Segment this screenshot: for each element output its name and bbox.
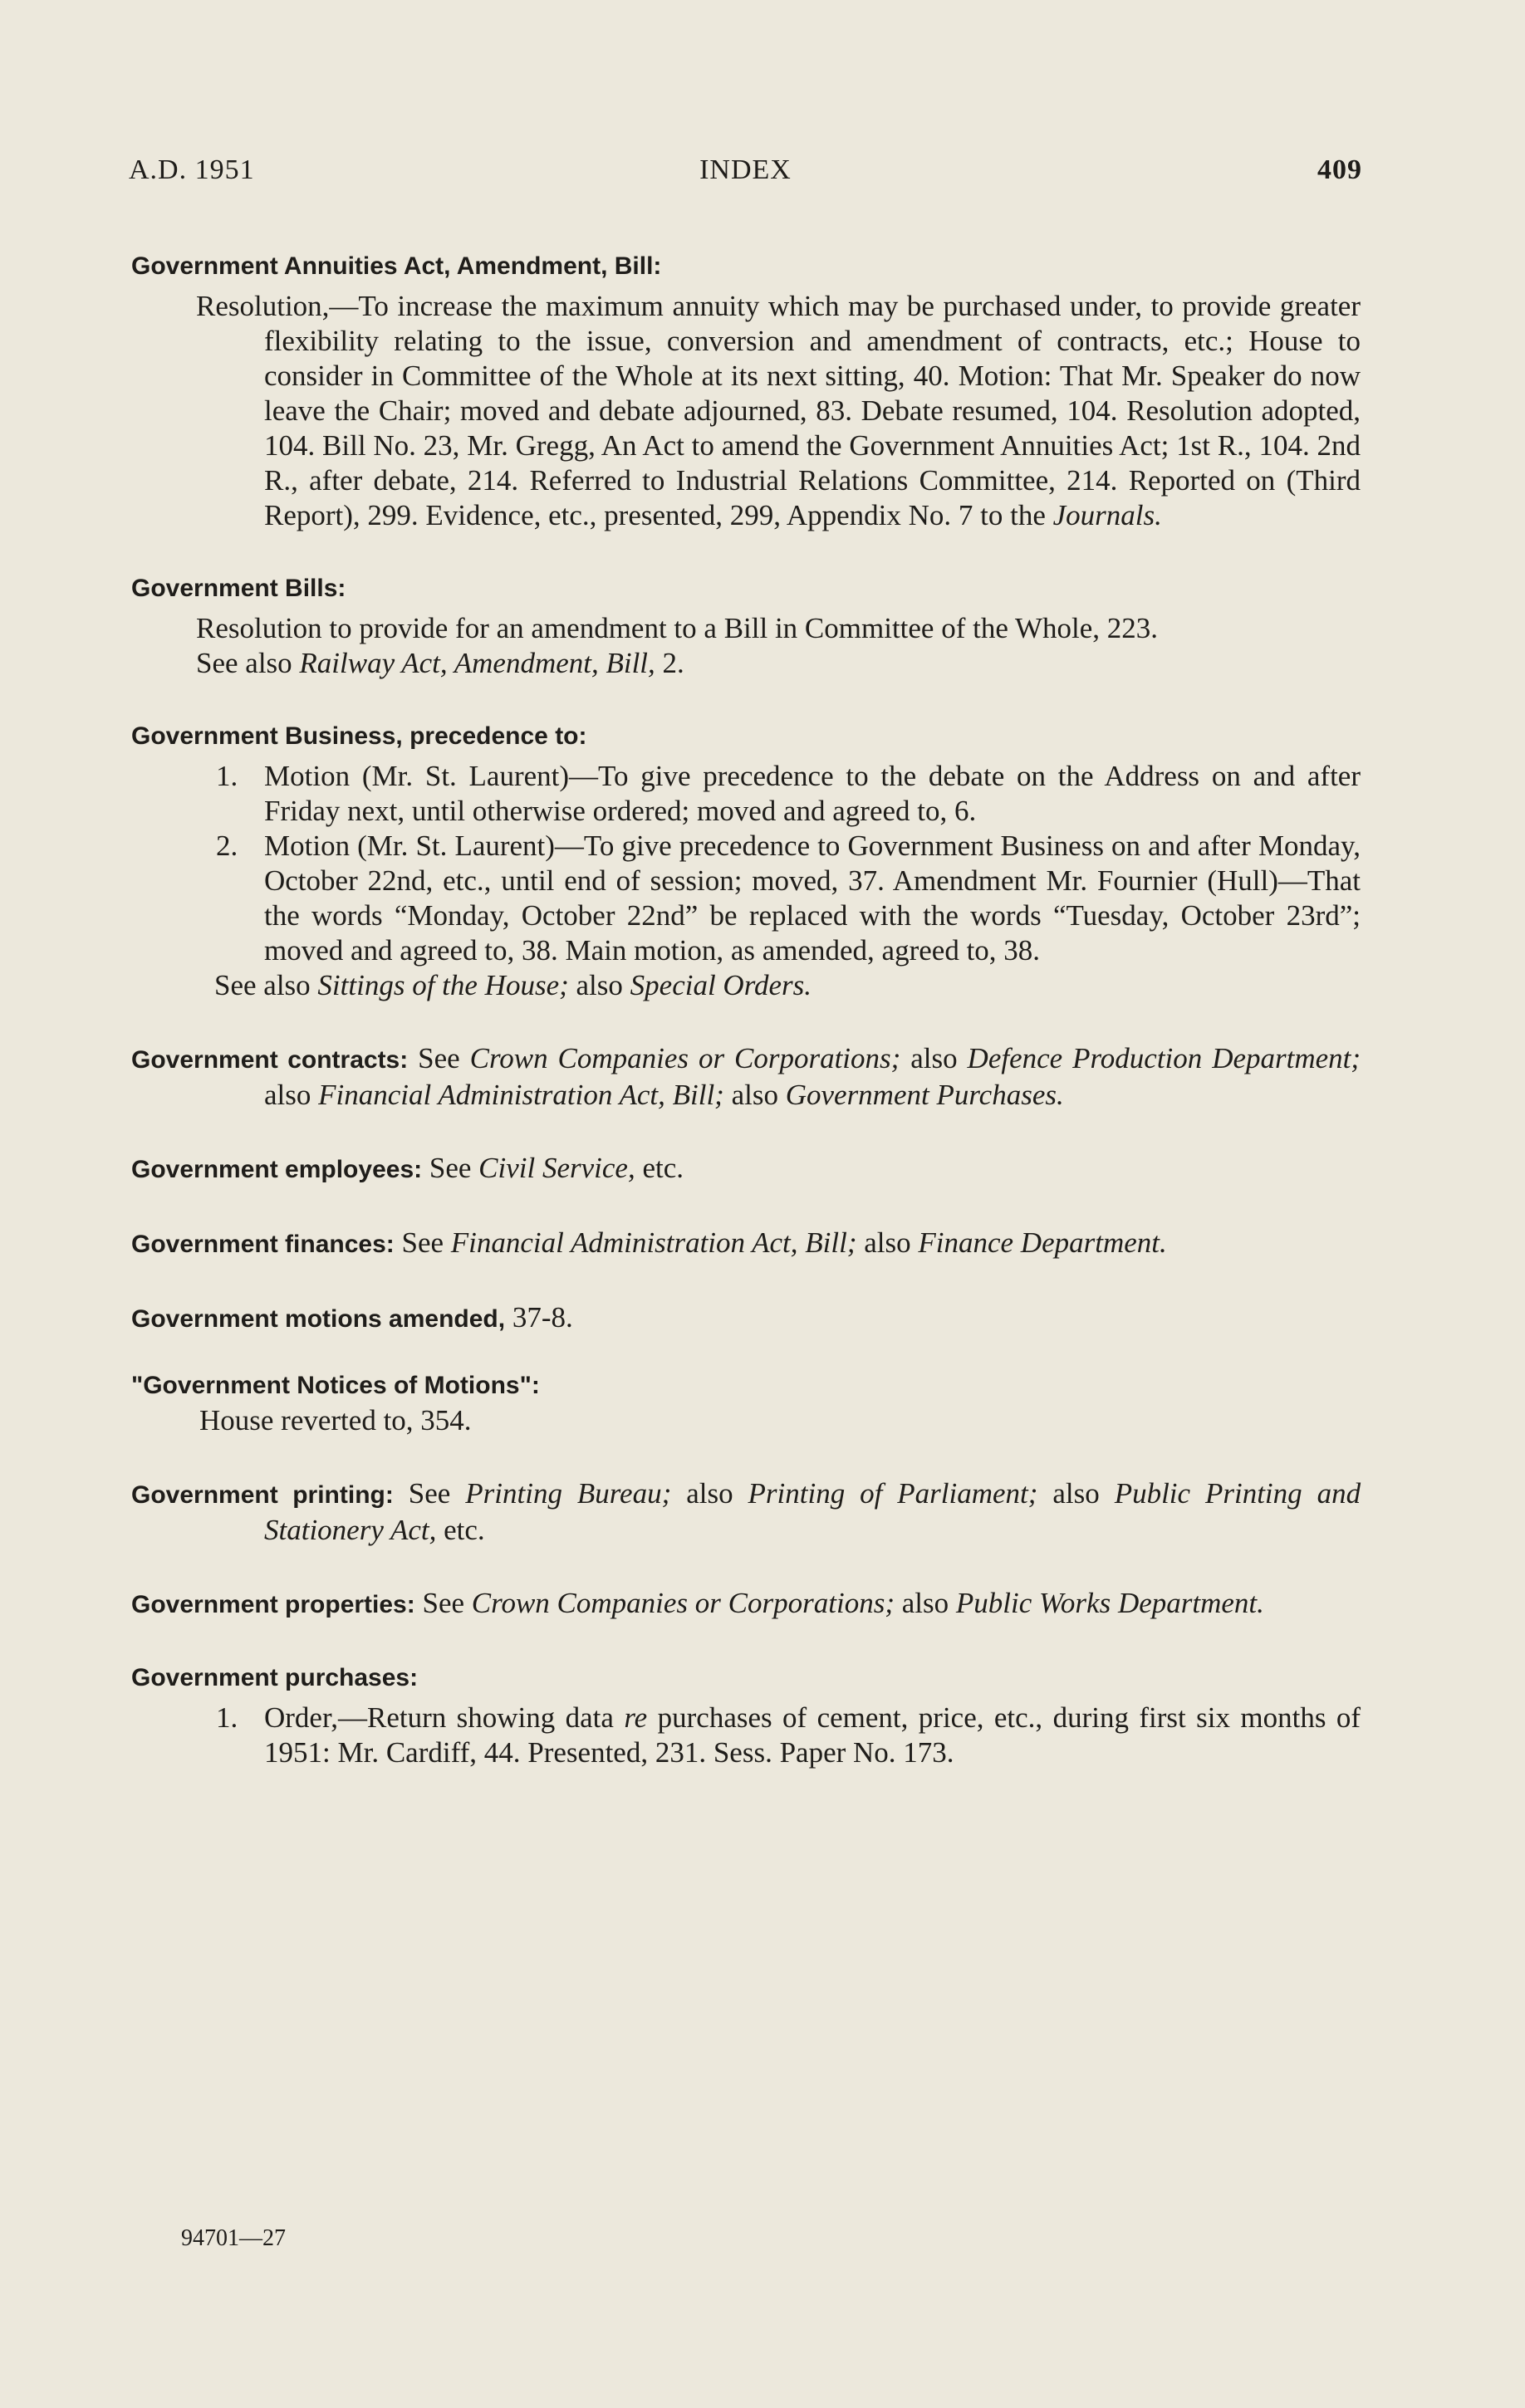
entry-purchases <box>131 1661 1361 1770</box>
index-content <box>131 249 1361 1808</box>
see-also: See also Railway Act, Amendment, Bill, 2. <box>196 647 684 679</box>
entry-properties: Government properties: See Crown Companies or Corporations; also Public Works Department. <box>131 1587 1264 1619</box>
entry-heading: Government purchases: <box>131 1664 419 1691</box>
list-item <box>216 1701 1361 1770</box>
entry-contracts: Government contracts: See Crown Companies or Corporations; also Defence Production Department; also Financial Administration Act, Bill; also Government Purchases. <box>131 1042 1361 1111</box>
list-text: Motion (Mr. St. Laurent)—To give precedence to the debate on the Address on and after Friday next, until otherwise ordered; moved and agreed to, 6. <box>264 760 1361 827</box>
entry-heading: Government properties: <box>131 1591 415 1618</box>
page-number: 409 <box>1317 154 1362 185</box>
entry-annuities <box>131 249 1361 533</box>
running-head <box>129 154 1362 196</box>
list-number: 1. <box>216 1701 238 1734</box>
entry-employees: Government employees: See Civil Service, etc. <box>131 1152 684 1184</box>
printer-code: 94701—27 <box>181 2225 286 2251</box>
list-item <box>216 759 1361 829</box>
see-also: See also Sittings of the House; also Special Orders. <box>214 969 812 1001</box>
entry-text: Resolution,—To increase the maximum annuity which may be purchased under, to provide greater flexibility relating to the issue, conversion and amendment of contracts, etc.; House to consider in Committee of the Whole at its next sitting, 40. Motion: That Mr. Speaker do now leave the Chair; moved and debate adjourned, 83. Debate resumed, 104. Resolution adopted, 104. Bill No. 23, Mr. Gregg, An Act to amend the Government Annuities Act; 1st R., 104. 2nd R., after debate, 214. Referred to Industrial Relations Committee, 214. Reported on (Third Report), 299. Evidence, etc., presented, 299, Appendix No. 7 to the Journals. <box>196 290 1361 531</box>
list-item <box>216 829 1361 968</box>
entry-finances: Government finances: See Financial Administration Act, Bill; also Finance Department. <box>131 1226 1167 1259</box>
entry-heading: Government employees: <box>131 1156 423 1183</box>
running-head-year: A.D. 1951 <box>129 154 255 185</box>
list-text: Motion (Mr. St. Laurent)—To give precedence to Government Business on and after Monday, October 22nd, etc., until end of session; moved, 37. Amendment Mr. Fournier (Hull)—That the words “Monday, October 22nd” be replaced with the words “Tuesday, October 23rd”; moved and agreed to, 38. Main motion, as amended, agreed to, 38. <box>264 830 1361 967</box>
entry-motions: Government motions amended, 37-8. <box>131 1301 573 1334</box>
list-number: 2. <box>216 830 238 862</box>
entry-bills <box>131 571 1361 681</box>
entry-notices <box>131 1368 1361 1438</box>
entry-business <box>131 719 1361 1003</box>
entry-heading: Government printing: <box>131 1481 394 1509</box>
entry-heading: Government motions amended, <box>131 1305 506 1333</box>
entry-heading: Government Business, precedence to: <box>131 722 587 750</box>
entry-printing: Government printing: See Printing Bureau; also Printing of Parliament; also Public Printing and Stationery Act, etc. <box>131 1477 1361 1546</box>
entry-text: House reverted to, 354. <box>199 1404 472 1436</box>
list-number: 1. <box>216 760 238 792</box>
list-text: Order,—Return showing data re purchases of cement, price, etc., during first six months of 1951: Mr. Cardiff, 44. Presented, 231. Sess. Paper No. 173. <box>264 1701 1361 1769</box>
entry-text: Resolution to provide for an amendment to a Bill in Committee of the Whole, 223. <box>196 612 1159 644</box>
entry-heading: Government contracts: <box>131 1046 409 1074</box>
entry-heading: Government Annuities Act, Amendment, Bill: <box>131 252 662 280</box>
entry-heading: "Government Notices of Motions": <box>131 1372 540 1399</box>
running-head-title: INDEX <box>699 154 792 185</box>
entry-heading: Government Bills: <box>131 575 346 602</box>
entry-heading: Government finances: <box>131 1231 395 1258</box>
